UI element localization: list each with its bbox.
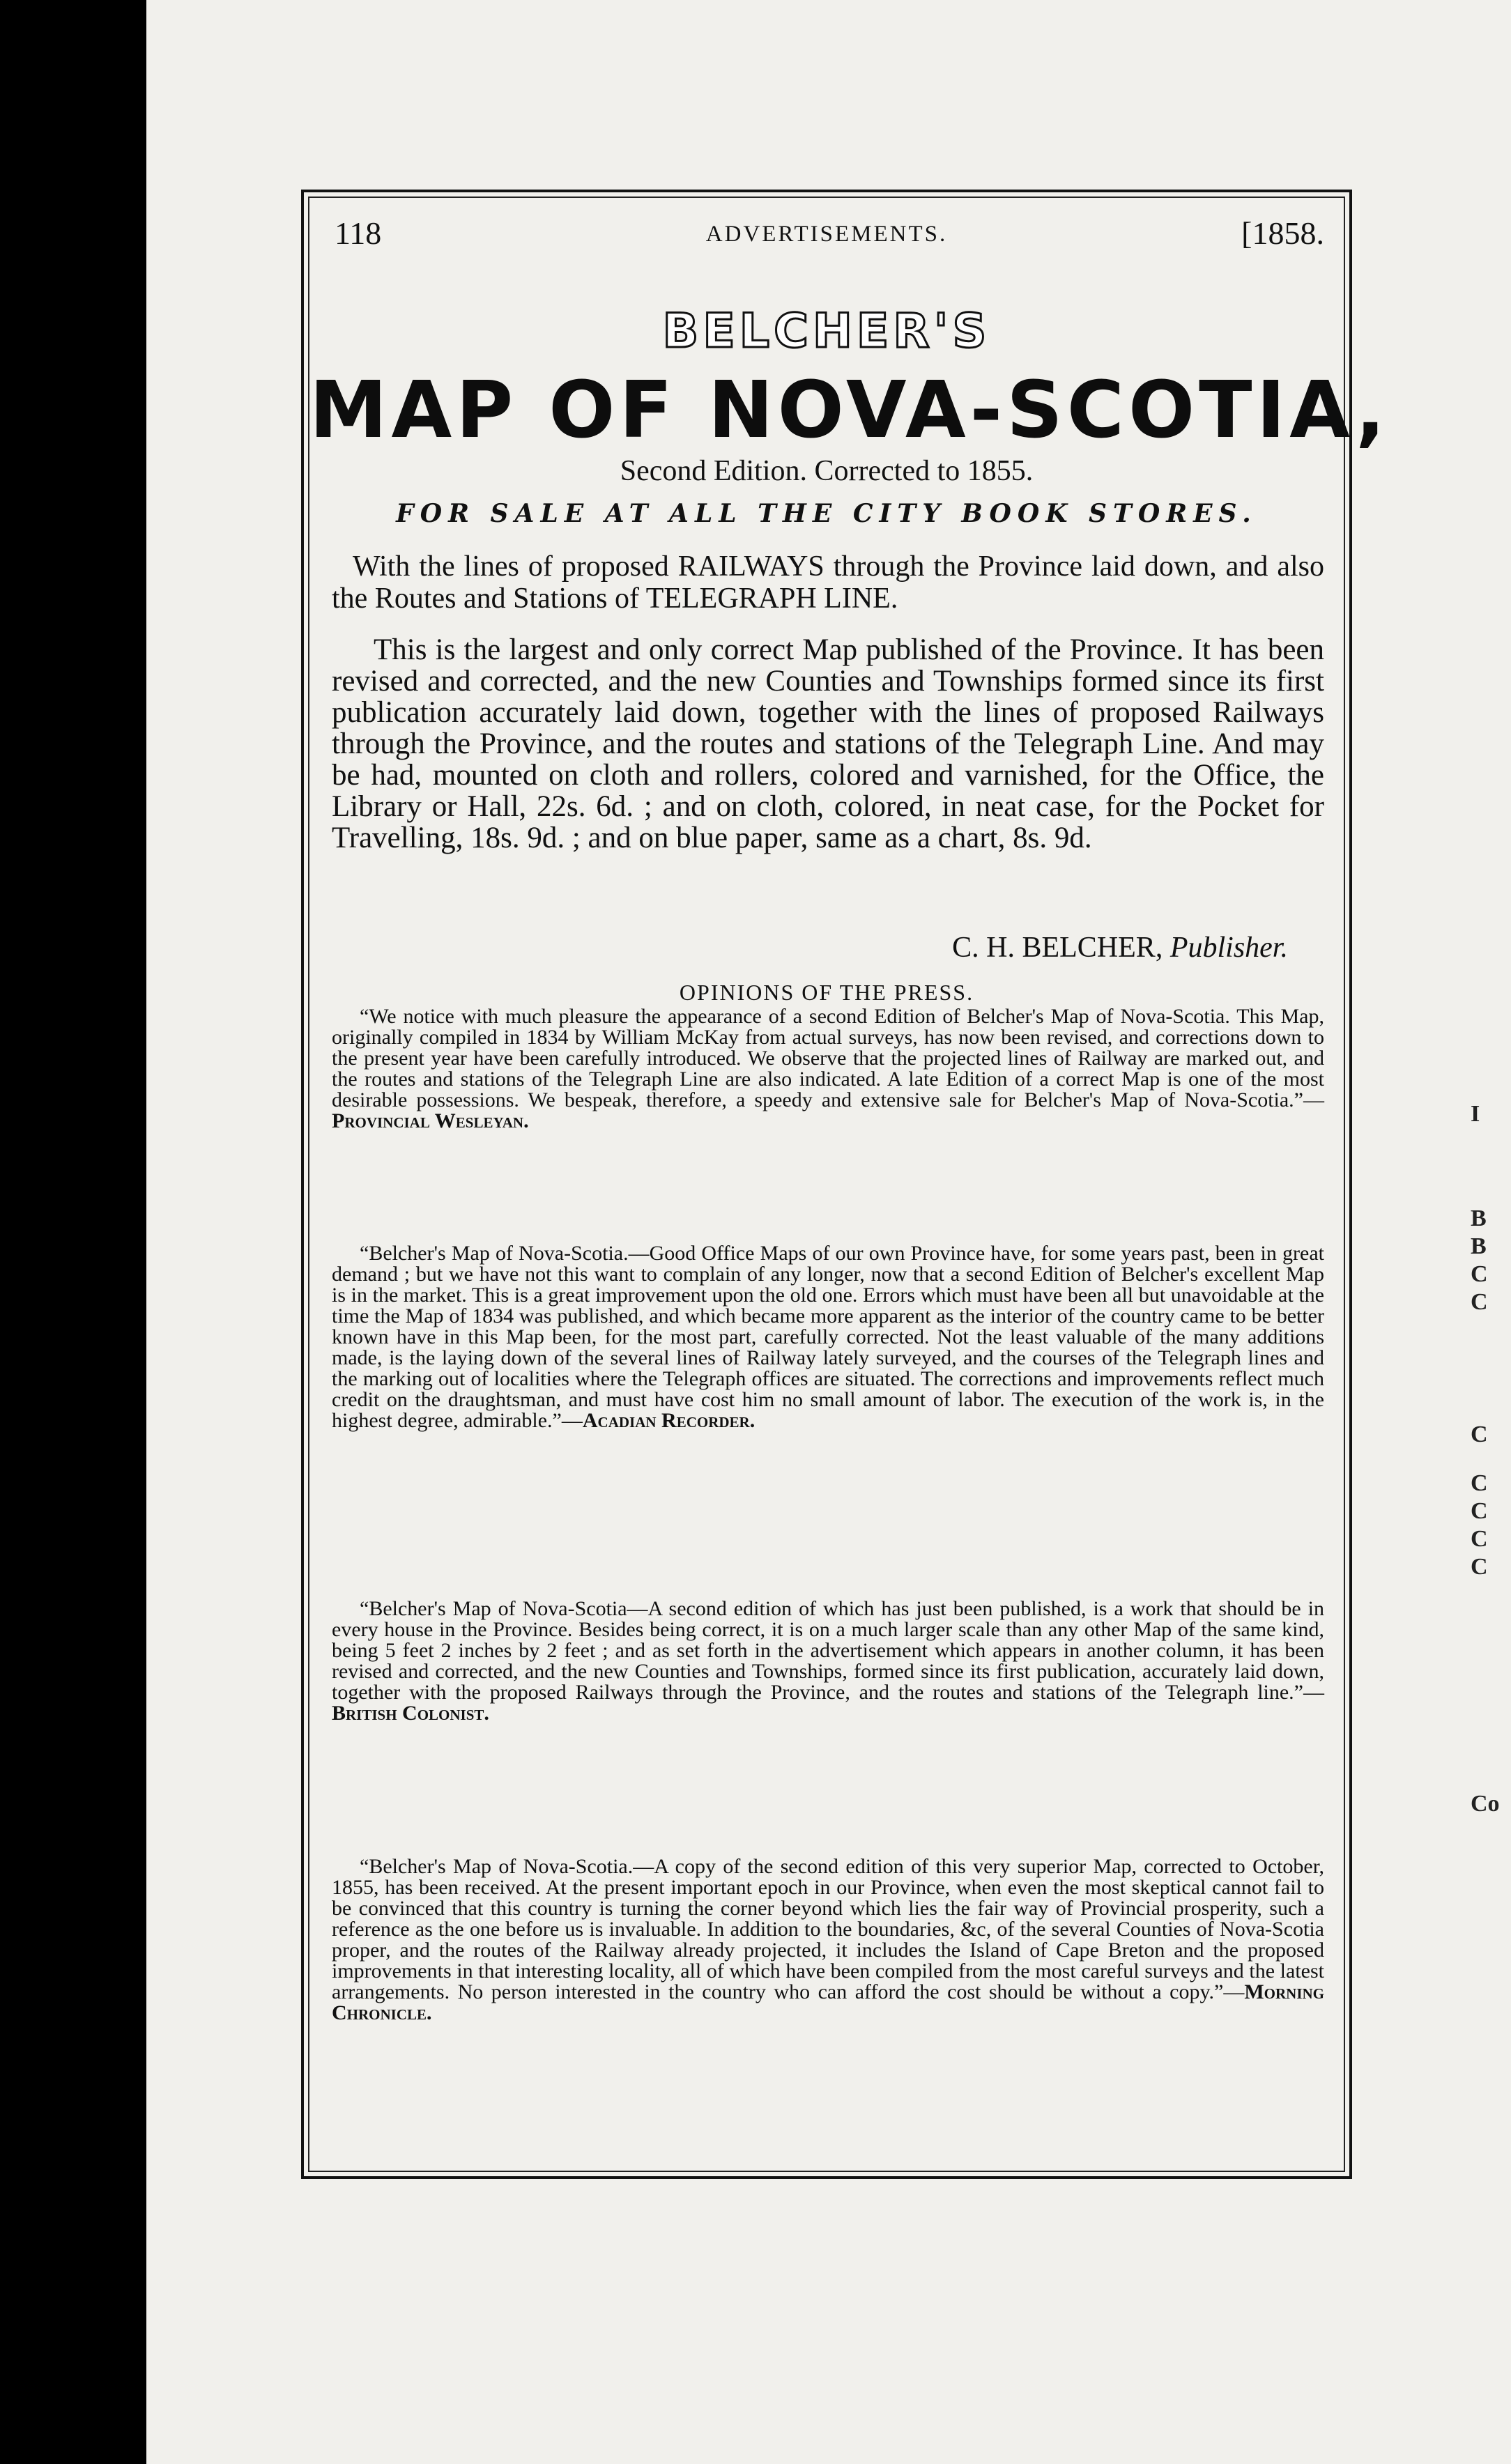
opinions-heading: OPINIONS OF THE PRESS. [679,980,974,1005]
year-marker: [1858. [1241,215,1324,251]
press-review [332,1006,1324,1132]
publisher-name: C. H. BELCHER, [952,932,1163,964]
press-review [332,1599,1324,1724]
review-text: “Belcher's Map of Nova-Scotia.—A copy of the second edition of this very superior Map, corrected to October, 1855, has been received. At the present important epoch in our Province, when even the most skeptical cannot fail to be convinced that this country is turning the corner beyond which lies the fair way of Provincial prosperity, such a reference as the one before us is invaluable. In addition to the boundaries, &c, of the several Counties of Nova-Scotia proper, and the routes of the Railway already projected, it includes the Island of Cape Breton and the proposed improvements in that interesting locality, all of which have been compiled from the most careful surveys and the latest arrangements. No person interested in the country who can afford the cost should be without a copy.”— [332,1855,1324,2003]
adjacent-fragment: C [1471,1554,1488,1580]
adjacent-fragment: C [1471,1422,1488,1447]
review-source: Provincial Wesleyan. [332,1109,529,1132]
brand-heading: BELCHER'S [662,304,991,359]
map-title: MAP OF NOVA-SCOTIA, [309,365,1390,456]
running-head [309,215,1344,256]
edition-line: Second Edition. Corrected to 1855. [620,455,1034,487]
adjacent-fragment: C [1471,1289,1488,1315]
advertisement-inner-border [308,197,1390,2172]
adjacent-fragment: C [1471,1498,1488,1524]
intro-paragraph: With the lines of proposed RAILWAYS through the Province laid down, and also the Routes and Stations of TELEGRAPH LINE. [332,550,1324,615]
adjacent-fragment: B [1471,1233,1487,1259]
publisher-role: Publisher. [1169,932,1288,964]
review-text: “Belcher's Map of Nova-Scotia.—Good Office Maps of our own Province have, for some years past, been in great demand ; but we have not this want to complain of any longer, now that a second Edition of Belcher's excellent Map is in the market. This is a great improvement upon the old one. Errors which must have been all but unavoidable at the time the Map of 1834 was published, and which became more apparent as the interior of the country came to be better known have in this Map been, for the most part, carefully corrected. Not the least valuable of the many additions made, is the laying down of the several lines of Railway lately surveyed, and the courses of the Telegraph lines and the marking out of localities where the Telegraph offices are situated. The corrections and improvements reflect much credit on the draughtsman, and must have cost him no small amount of labor. The execution of the work is, in the highest degree, admirable.”— [332,1242,1324,1432]
description-paragraph: This is the largest and only correct Map published of the Province. It has been revised and corrected, and the new Counties and Townships formed since its first publication accurately laid down, together with the lines of proposed Railways through the Province, and the routes and stations of the Telegraph Line. And may be had, mounted on cloth and rollers, colored and varnished, for the Office, the Library or Hall, 22s. 6d. ; and on cloth, colored, in neat case, for the Pocket for Travelling, 18s. 9d. ; and on blue paper, same as a chart, 8s. 9d. [332,633,1324,854]
publisher-signature [952,931,1288,964]
review-source: Morning Chronicle. [332,1980,1324,2024]
review-text: “Belcher's Map of Nova-Scotia—A second edition of which has just been published, is a work that should be in every house in the Province. Besides being correct, it is on a much larger scale than any other Map of the same kind, being 5 feet 2 inches by 2 feet ; and as set forth in the advertisement which appears in another column, it has been revised and corrected, and the new Counties and Townships, formed since its first publication, accurately laid down, together with the proposed Railways through the Province, and the routes and stations of the Telegraph line.”— [332,1597,1324,1704]
press-review [332,1856,1324,2024]
adjacent-fragment: C [1471,1261,1488,1287]
for-sale-line: FOR SALE AT ALL THE CITY BOOK STORES. [396,499,1257,528]
adjacent-page-edge [1471,906,1511,1817]
press-review [332,1243,1324,1431]
review-text: “We notice with much pleasure the appearance of a second Edition of Belcher's Map of Nova-Scotia. This Map, originally compiled in 1834 by William McKay from actual surveys, has now been revised, and corrections down to the present year have been carefully introduced. We observe that the projected lines of Railway are marked out, and the routes and stations of the Telegraph Line are also indicated. A late Edition of a correct Map is one of the most desirable possessions. We bespeak, therefore, a speedy and extensive sale for Belcher's Map of Nova-Scotia.”— [332,1005,1324,1111]
page-number: 118 [335,215,382,251]
review-source: British Colonist. [332,1702,489,1725]
advertisement-frame [301,190,1390,2179]
adjacent-fragment: I [1471,1101,1480,1127]
adjacent-fragment: B [1471,1206,1487,1231]
review-source: Acadian Recorder. [582,1409,756,1432]
adjacent-fragment: C [1471,1526,1488,1552]
section-title: ADVERTISEMENTS. [705,222,948,247]
adjacent-fragment: C [1471,1470,1488,1496]
adjacent-fragment: Co [1471,1791,1500,1817]
